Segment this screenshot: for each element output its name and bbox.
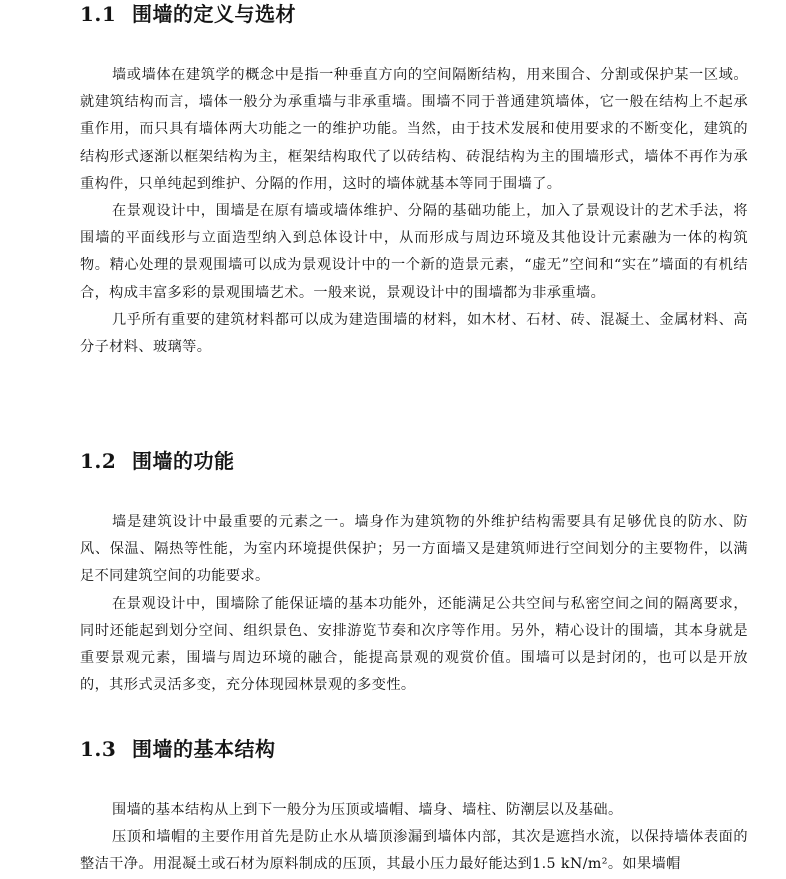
section-heading	[80, 445, 235, 474]
section-number: 1.1	[80, 2, 117, 26]
paragraph: 在景观设计中，围墙是在原有墙或墙体维护、分隔的基础功能上，加入了景观设计的艺术手法，将围墙的平面线形与立面造型纳入到总体设计中，从而形成与周边环境及其他设计元素融为一体的构筑物。精心处理的景观围墙可以成为景观设计中的一个新的造景元素，“虚无”空间和“实在”墙面的有机结合，构成丰富多彩的景观围墙艺术。一般来说，景观设计中的围墙都为非承重墙。	[80, 203, 748, 301]
paragraph: 在景观设计中，围墙除了能保证墙的基本功能外，还能满足公共空间与私密空间之间的隔离要求，同时还能起到划分空间、组织景色、安排游览节奏和次序等作用。另外，精心设计的围墙，其本身就是重要景观元素，围墙与周边环境的融合，能提高景观的观赏价值。围墙可以是封闭的，也可以是开放的，其形式灵活多变，充分体现园林景观的多变性。	[80, 595, 748, 694]
section-title: 围墙的功能	[132, 449, 235, 473]
paragraph: 墙是建筑设计中最重要的元素之一。墙身作为建筑物的外维护结构需要具有足够优良的防水、防风、保温、隔热等性能，为室内环境提供保护；另一方面墙又是建筑师进行空间划分的主要物件，以满足不同建筑空间的功能要求。	[80, 514, 748, 585]
section-title: 围墙的定义与选材	[132, 2, 296, 26]
paragraph: 墙或墙体在建筑学的概念中是指一种垂直方向的空间隔断结构，用来围合、分割或保护某一区域。就建筑结构而言，墙体一般分为承重墙与非承重墙。围墙不同于普通建筑墙体，它一般在结构上不起承重作用，而只具有墙体两大功能之一的维护功能。当然，由于技术发展和使用要求的不断变化，建筑的结构形式逐渐以框架结构为主，框架结构取代了以砖结构、砖混结构为主的围墙形式，墙体不再作为承重构件，只单纯起到维护、分隔的作用，这时的墙体就基本等同于围墙了。	[80, 67, 748, 192]
section-heading	[80, 733, 276, 762]
paragraph: 几乎所有重要的建筑材料都可以成为建造围墙的材料，如木材、石材、砖、混凝土、金属材料、高分子材料、玻璃等。	[80, 311, 748, 356]
section-number: 1.2	[80, 449, 117, 473]
section-heading	[80, 0, 296, 27]
paragraph: 压顶和墙帽的主要作用首先是防止水从墙顶渗漏到墙体内部，其次是遮挡水流，以保持墙体表面的整洁干净。用混凝土或石材为原料制成的压顶，其最小压力最好能达到1.5 kN/m²。如果墙帽	[80, 829, 748, 873]
paragraph: 围墙的基本结构从上到下一般分为压顶或墙帽、墙身、墙柱、防潮层以及基础。	[112, 802, 623, 818]
section-title: 围墙的基本结构	[132, 737, 276, 761]
section-number: 1.3	[80, 737, 117, 761]
